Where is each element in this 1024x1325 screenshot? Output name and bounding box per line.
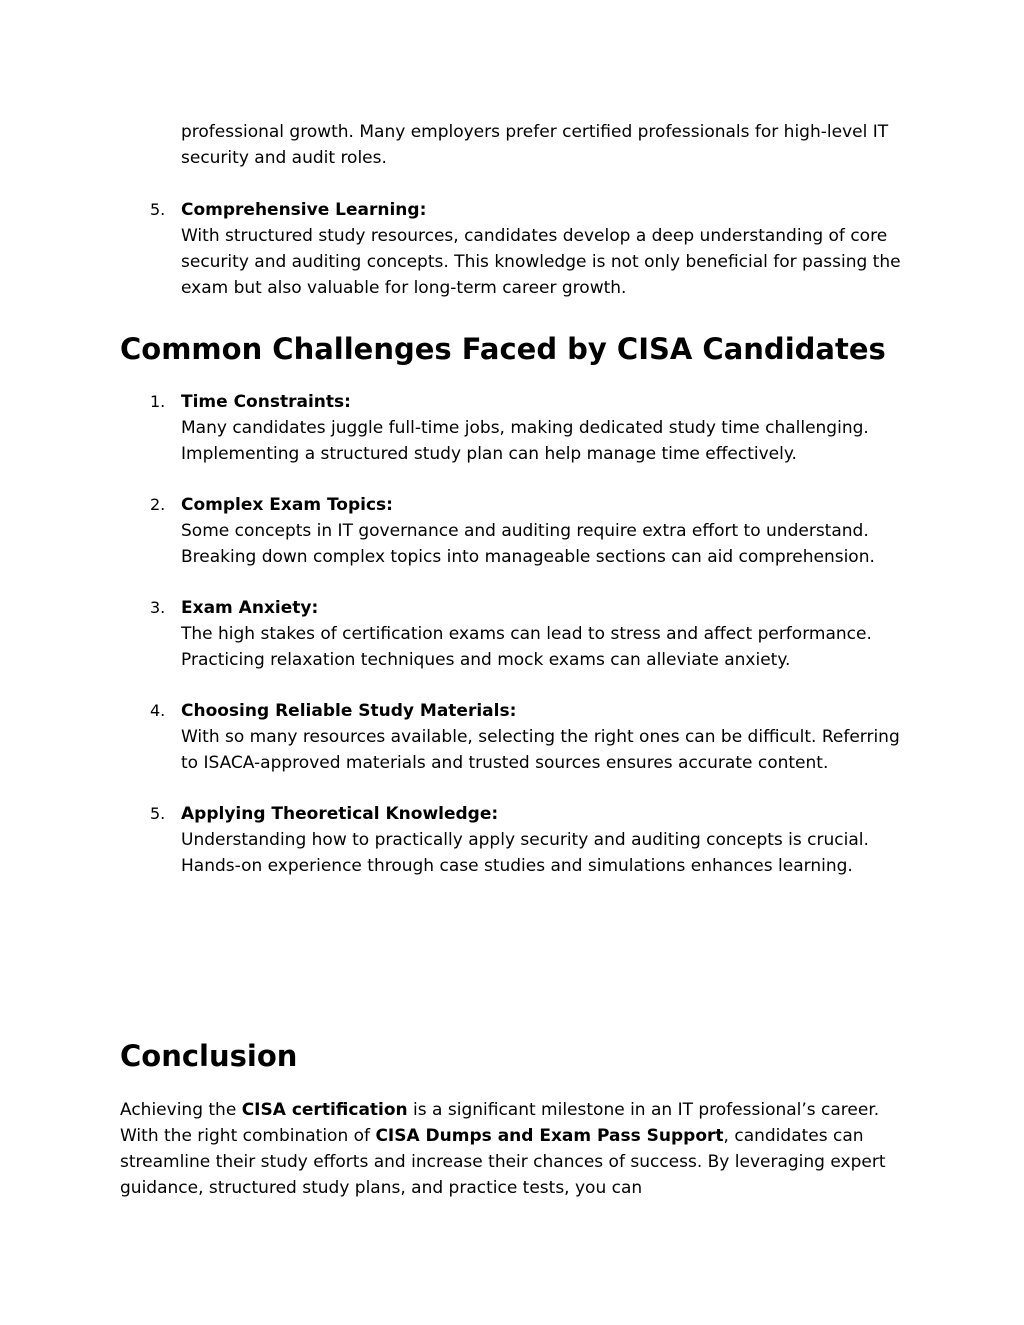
list-item-title: Exam Anxiety:	[181, 598, 319, 618]
list-item-body	[181, 698, 906, 776]
benefits-list-tail	[0, 197, 1024, 301]
list-item-body	[181, 389, 906, 467]
list-item-text: With so many resources available, selecting the right ones can be difficult. Referring to ISACA-approved materials and trusted sources ensures accurate content.	[181, 727, 900, 773]
list-item-text: Some concepts in IT governance and auditing require extra effort to understand. Breaking down complex topics into manageable sections can aid comprehension.	[181, 521, 875, 567]
list-item-time-constraints	[0, 389, 1024, 467]
challenges-heading: Common Challenges Faced by CISA Candidates	[120, 332, 886, 366]
list-item-body	[181, 197, 906, 301]
conclusion-bold-2: CISA Dumps and Exam Pass Support	[375, 1126, 724, 1146]
list-item-exam-anxiety	[0, 595, 1024, 673]
list-item-complex-exam-topics	[0, 492, 1024, 570]
challenges-list	[0, 389, 1024, 879]
list-item-comprehensive-learning	[0, 197, 1024, 301]
intro-continuation-paragraph: professional growth. Many employers prefer certified professionals for high-level IT security and audit roles.	[181, 122, 889, 168]
conclusion-text-2: is a significant milestone in an IT professional’s career. With the right combination of	[120, 1100, 880, 1146]
conclusion-text-1: Achieving the	[120, 1100, 242, 1120]
list-item-number: 1.	[150, 392, 166, 411]
list-item-title: Applying Theoretical Knowledge:	[181, 804, 499, 824]
conclusion-bold-1: CISA certification	[241, 1100, 408, 1120]
list-item-title: Comprehensive Learning:	[181, 200, 427, 220]
list-item-text: The high stakes of certification exams can lead to stress and affect performance. Practicing relaxation techniques and mock exams can alleviate anxiety.	[181, 624, 872, 670]
list-item-text: Many candidates juggle full-time jobs, making dedicated study time challenging. Implementing a structured study plan can help manage time effectively.	[181, 418, 869, 464]
list-item-text: Understanding how to practically apply security and auditing concepts is crucial. Hands-on experience through case studies and simulations enhances learning.	[181, 830, 869, 876]
list-item-study-materials	[0, 698, 1024, 776]
list-item-body	[181, 801, 906, 879]
list-item-title: Choosing Reliable Study Materials:	[181, 701, 517, 721]
list-item-number: 2.	[150, 495, 166, 514]
conclusion-heading: Conclusion	[120, 1039, 298, 1073]
list-item-number: 4.	[150, 701, 166, 720]
list-item-theoretical-knowledge	[0, 801, 1024, 879]
list-item-text: With structured study resources, candidates develop a deep understanding of core security and auditing concepts. This knowledge is not only beneficial for passing the exam but also valuable for long-term career growth.	[181, 226, 901, 298]
list-item-number: 5.	[150, 804, 166, 823]
list-item-body	[181, 492, 906, 570]
list-item-body	[181, 595, 906, 673]
list-item-number: 3.	[150, 598, 166, 617]
list-item-title: Time Constraints:	[181, 392, 351, 412]
conclusion-text-3: , candidates can streamline their study efforts and increase their chances of success. By leveraging expert guidance, structured study plans, and practice tests, you can	[120, 1126, 886, 1198]
conclusion-paragraph	[120, 1097, 910, 1201]
list-item-number: 5.	[150, 200, 166, 219]
list-item-title: Complex Exam Topics:	[181, 495, 393, 515]
